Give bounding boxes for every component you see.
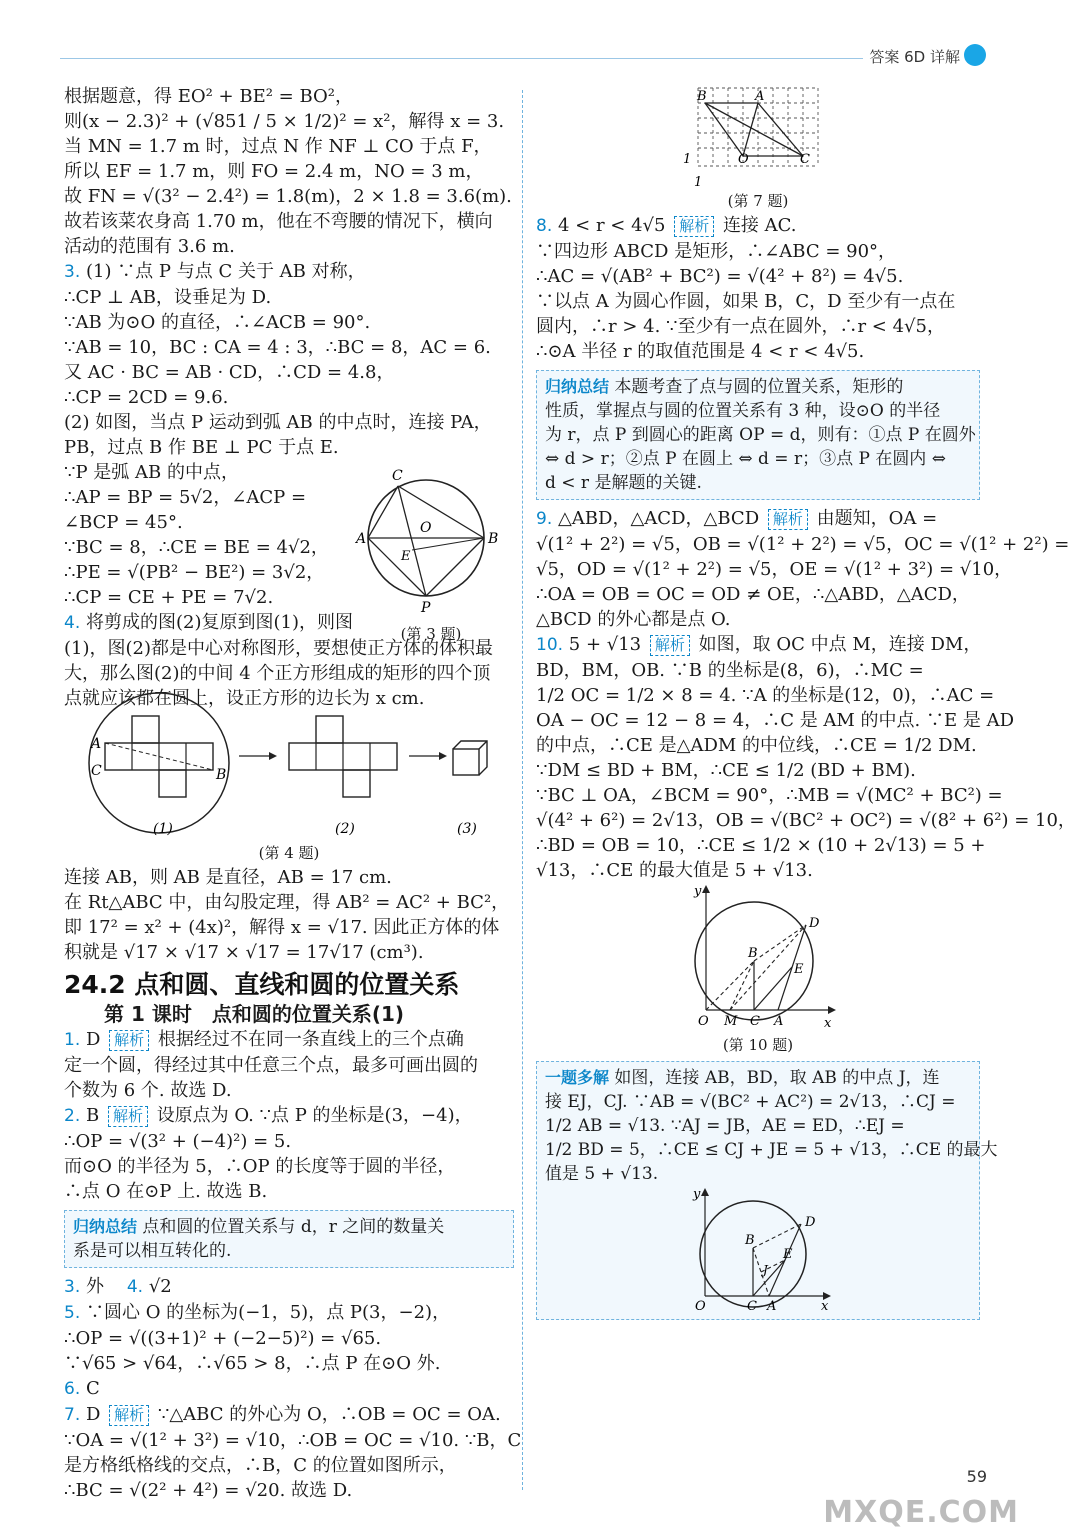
label-B: B (216, 767, 227, 783)
answer: 外 (85, 1276, 104, 1297)
note-line (73, 1215, 505, 1239)
label-J: J (763, 1263, 768, 1277)
coordinate-circle-diagram-alt (683, 1188, 833, 1313)
page-header (60, 44, 990, 72)
text-line: 而⊙O 的半径为 5，∴OP 的长度等于圆的半径， (64, 1156, 456, 1177)
text-line: OA − OC = 12 − 8 = 4，∴C 是 AM 的中点. ∵E 是 AD (536, 710, 1015, 731)
note-line: ⇔ d > r；②点 P 在圆上 ⇔ d = r；③点 P 在圆内 ⇔ (545, 449, 946, 469)
text-line: 1/2 OC = 1/2 × 8 = 4. ∵A 的坐标是(12，0)，∴AC = (536, 685, 995, 706)
text-span: 本题考查了点与圆的位置关系，矩形的 (614, 377, 904, 397)
label-y: y (694, 884, 702, 899)
note-line: 接 EJ，CJ. ∵AB = √(BC² + AC²) = 2√13，∴CJ = (545, 1092, 956, 1112)
text-span: 由题知，OA = (816, 508, 938, 529)
note-line: 1/2 AB = √13. ∵AJ = JB，AE = ED，∴EJ = (545, 1116, 905, 1136)
text-line: ∵AB 为⊙O 的直径，∴∠ACB = 90°. (64, 312, 371, 333)
text-line: (1)，图(2)都是中心对称图形，要想使正方体的体积最 (64, 638, 493, 659)
note-title: 一题多解 (545, 1068, 610, 1087)
figure-caption: (第 7 题) (727, 192, 789, 210)
answer: C (85, 1378, 100, 1399)
text-line: ∴OA = OB = OC = OD ≠ OE，∴△ABD，△ACD， (536, 584, 970, 605)
text-line: ∴BC = √(2² + 4²) = √20. 故选 D. (64, 1480, 353, 1501)
label-one: 1 (694, 175, 703, 190)
question-3-4 (64, 1274, 514, 1300)
label-D: D (809, 916, 820, 931)
note-line (545, 375, 971, 399)
summary-note (536, 370, 980, 500)
alternative-solution-note (536, 1061, 998, 1320)
note-title: 归纳总结 (73, 1217, 138, 1236)
question-3 (64, 259, 514, 285)
grid-diagram-q7 (683, 86, 833, 191)
analysis-tag: 解析 (674, 216, 714, 237)
text-line: PB，过点 B 作 BE ⊥ PC 于点 E. (64, 437, 339, 458)
text-line: 的中点，∴CE 是△ADM 的中位线，∴CE = 1/2 DM. (536, 735, 977, 756)
label-E: E (783, 1247, 793, 1262)
text-line: ∴AC = √(AB² + BC²) = √(4² + 8²) = 4√5. (536, 266, 904, 287)
summary-note (64, 1210, 514, 1268)
text-line: 是方格纸格线的交点，∴B，C 的位置如图所示， (64, 1455, 457, 1476)
label-y: y (693, 1187, 701, 1202)
cube-net-diagram-q4 (69, 713, 509, 843)
left-column (64, 84, 522, 1516)
figure-q7 (536, 86, 980, 211)
text-span: 将剪成的图(2)复原到图(1)，则图 (85, 612, 353, 633)
question-number: 3. (64, 262, 81, 282)
answer: △ABD，△ACD，△BCD (557, 508, 760, 529)
label-E: E (401, 549, 411, 564)
label-C: C (91, 763, 102, 779)
text-span: 连接 AC. (722, 215, 797, 236)
answer: B (85, 1105, 100, 1126)
note-line: 为 r，点 P 到圆心的距离 OP = d，则有：①点 P 在圆外 (545, 425, 976, 445)
text-line: ∴BD = OB = 10，∴CE ≤ 1/2 × (10 + 2√13) = 5 + (536, 835, 986, 856)
label-A: A (91, 736, 102, 752)
text-line: ∴CP ⊥ AB，设垂足为 D. (64, 287, 272, 308)
text-line: 连接 AB，则 AB 是直径，AB = 17 cm. (64, 867, 392, 888)
text-span: (1) ∵点 P 与点 C 关于 AB 对称， (85, 261, 366, 282)
figure-caption: (第 4 题) (258, 844, 320, 862)
lesson-title: 第 1 课时 点和圆的位置关系(1) (104, 1002, 405, 1026)
text-line: √5，OD = √(1² + 2²) = √5，OE = √(1² + 3²) = √10， (536, 559, 1013, 580)
label-O: O (698, 1014, 709, 1029)
question-8 (536, 213, 980, 239)
figure-caption: (第 10 题) (722, 1036, 794, 1054)
text-line: 定一个圆，得经过其中任意三个点，最多可画出圆的 (64, 1055, 478, 1076)
text-line: ∴CP = 2CD = 9.6. (64, 387, 229, 408)
question-10 (536, 632, 980, 658)
label-B: B (488, 531, 499, 547)
text-span: ∵圆心 O 的坐标为(−1，5)，点 P(3，−2)， (85, 1302, 451, 1323)
text-line: ∵DM ≤ BD + BM，∴CE ≤ 1/2 (BD + BM). (536, 760, 916, 781)
text-line: √13，∴CE 的最大值是 5 + √13. (536, 860, 813, 881)
label-O: O (420, 520, 432, 536)
text-line: ∴CP = CE + PE = 7√2. (64, 587, 274, 608)
question-number: 1. (64, 1030, 81, 1050)
text-line: ∵BC = 8，∴CE = BE = 4√2， (64, 537, 329, 558)
text-span: 如图，连接 AB，BD，取 AB 的中点 J，连 (614, 1068, 940, 1088)
note-line: 1/2 BD = 5，∴CE ≤ CJ + JE = 5 + √13，∴CE 的最大 (545, 1140, 998, 1160)
question-number: 10. (536, 635, 564, 655)
answer: D (85, 1404, 101, 1425)
question-number: 5. (64, 1303, 81, 1323)
text-line: 则(x − 2.3)² + (√851 / 5 × 1/2)² = x²，解得 x = 3. (64, 111, 505, 132)
label-A: A (774, 1014, 784, 1029)
answer: √2 (148, 1276, 172, 1297)
text-line: √(4² + 6²) = 2√13，OB = √(BC² + OC²) = √(8² + 6²) = 10， (536, 810, 1076, 831)
label-M: M (724, 1014, 738, 1029)
text-line: ∵OA = √(1² + 3²) = √10，∴OB = OC = √10. ∵B，C (64, 1430, 522, 1451)
question-number: 8. (536, 216, 553, 236)
question-number: 9. (536, 509, 553, 529)
label-C: C (800, 152, 810, 167)
text-line: 故 FN = √(3² − 2.4²) = 1.8(m)，2 × 1.8 = 3.6(m). (64, 186, 512, 207)
text-line: ∵P 是弧 AB 的中点， (64, 462, 239, 483)
text-span: 点和圆的位置关系与 d，r 之间的数量关 (142, 1217, 445, 1237)
label-C: C (750, 1014, 760, 1029)
header-rule (60, 58, 920, 59)
sub-caption-2: (2) (335, 821, 355, 837)
text-line: ∵√65 > √64，∴√65 > 8，∴点 P 在⊙O 外. (64, 1353, 441, 1374)
note-line: 值是 5 + √13. (545, 1164, 659, 1184)
question-2 (64, 1103, 514, 1129)
label-C: C (392, 468, 403, 484)
question-number: 2. (64, 1106, 81, 1126)
coordinate-circle-diagram-q10 (678, 885, 838, 1035)
text-span: 如图，取 OC 中点 M，连接 DM， (698, 634, 982, 655)
text-line: 积就是 √17 × √17 × √17 = 17√17 (cm³). (64, 942, 424, 963)
text-line: 点就应该都在圆上，设正方形的边长为 x cm. (64, 688, 425, 709)
sub-caption-1: (1) (153, 821, 173, 837)
text-line: △BCD 的外心都是点 O. (536, 609, 731, 630)
text-line: BD，BM，OB. ∵B 的坐标是(8，6)，∴MC = (536, 660, 924, 681)
figure-q4 (64, 713, 514, 863)
label-O: O (695, 1299, 706, 1314)
text-line: √(1² + 2²) = √5，OB = √(1² + 2²) = √5，OC = √(1² + 2²) = (536, 534, 1070, 555)
text-line: 所以 EF = 1.7 m，则 FO = 2.4 m，NO = 3 m， (64, 161, 484, 182)
analysis-tag: 解析 (108, 1106, 148, 1127)
analysis-tag: 解析 (109, 1405, 149, 1426)
label-D: D (805, 1215, 816, 1230)
text-line: ∴AP = BP = 5√2，∠ACP = (64, 487, 307, 508)
label-O: O (738, 152, 749, 167)
label-one: 1 (683, 152, 692, 167)
label-A: A (755, 89, 765, 104)
question-9 (536, 506, 980, 532)
text-line: 圆内，∴r > 4. ∵至少有一点在圆外，∴r < 4√5， (536, 316, 945, 337)
figure-q3 (356, 460, 506, 644)
label-B: B (748, 946, 758, 961)
label-C: C (747, 1299, 757, 1314)
text-line: ∴⊙A 半径 r 的取值范围是 4 < r < 4√5. (536, 341, 865, 362)
answer: D (85, 1029, 101, 1050)
question-number: 4. (126, 1277, 144, 1297)
analysis-tag: 解析 (109, 1030, 149, 1051)
label-A: A (356, 531, 367, 547)
sub-caption-3: (3) (457, 821, 477, 837)
label-P: P (421, 600, 431, 616)
text-line: ∴OP = √(3² + (−4)²) = 5. (64, 1131, 292, 1152)
note-line (545, 1066, 971, 1090)
text-line: ∵BC ⊥ OA，∠BCM = 90°，∴MB = √(MC² + BC²) = (536, 785, 1003, 806)
text-line: 大，那么图(2)的中间 4 个正方形组成的矩形的四个顶 (64, 663, 491, 684)
watermark: MXQE.COM (823, 1495, 1019, 1530)
page-number: 59 (966, 1467, 987, 1486)
question-number: 6. (64, 1379, 81, 1399)
question-7 (64, 1402, 514, 1428)
text-line: ∴PE = √(PB² − BE²) = 3√2， (64, 562, 325, 583)
text-line: 又 AC · BC = AB · CD，∴CD = 4.8， (64, 362, 395, 383)
answer: 5 + √13 (568, 634, 642, 655)
label-E: E (794, 962, 804, 977)
text-line: ∵四边形 ABCD 是矩形，∴∠ABC = 90°， (536, 241, 897, 262)
text-line: ∴点 O 在⊙P 上. 故选 B. (64, 1181, 268, 1202)
analysis-tag: 解析 (768, 509, 808, 530)
question-number: 3. (64, 1277, 81, 1297)
note-line: 系是可以相互转化的. (73, 1241, 232, 1261)
circle-diagram-q3 (356, 460, 506, 620)
text-line: 活动的范围有 3.6 m. (64, 236, 235, 257)
answer: 4 < r < 4√5 (557, 215, 666, 236)
text-line: (2) 如图，当点 P 运动到弧 AB 的中点时，连接 PA， (64, 412, 492, 433)
figure-alt-solution (545, 1188, 971, 1313)
question-5 (64, 1300, 514, 1326)
question-6 (64, 1376, 514, 1402)
label-B: B (697, 89, 707, 104)
text-line: ∵以点 A 为圆心作圆，如果 B，C，D 至少有一点在 (536, 291, 956, 312)
analysis-tag: 解析 (650, 635, 690, 656)
text-line: 即 17² = x² + (4x)²，解得 x = √17. 因此正方体的体 (64, 917, 500, 938)
label-B: B (745, 1233, 755, 1248)
column-divider (522, 90, 523, 1490)
question-1 (64, 1027, 514, 1053)
figure-q10 (536, 885, 980, 1055)
question-number: 7. (64, 1405, 81, 1425)
note-line: d < r 是解题的关键. (545, 473, 702, 493)
text-line: 个数为 6 个. 故选 D. (64, 1080, 232, 1101)
text-span: ∵△ABC 的外心为 O，∴OB = OC = OA. (157, 1404, 501, 1425)
text-span: 根据经过不在同一条直线上的三个点确 (157, 1029, 464, 1050)
figure-caption: (第 3 题) (400, 625, 462, 643)
text-line: 在 Rt△ABC 中，由勾股定理，得 AB² = AC² + BC²， (64, 892, 510, 913)
text-line: ∵AB = 10，BC : CA = 4 : 3，∴BC = 8，AC = 6. (64, 337, 491, 358)
note-title: 归纳总结 (545, 377, 610, 396)
text-line: ∴OP = √((3+1)² + (−2−5)²) = √65. (64, 1328, 382, 1349)
text-span: 设原点为 O. ∵点 P 的坐标是(3，−4)， (156, 1105, 473, 1126)
label-x: x (824, 1016, 832, 1031)
text-line: 故若该菜农身高 1.70 m，他在不弯腰的情况下，横向 (64, 211, 493, 232)
section-title: 24.2 点和圆、直线和圆的位置关系 (64, 970, 460, 999)
question-number: 4. (64, 613, 81, 633)
brand-logo-icon (964, 44, 986, 66)
text-line: 当 MN = 1.7 m 时，过点 N 作 NF ⊥ CO 于点 F， (64, 136, 492, 157)
text-line: ∠BCP = 45°. (64, 512, 183, 533)
note-line: 性质，掌握点与圆的位置关系有 3 种，设⊙O 的半径 (545, 401, 941, 421)
header-label: 答案 6D 详解 (863, 46, 960, 67)
text-line: 根据题意，得 EO² + BE² = BO²， (64, 86, 354, 107)
label-A: A (767, 1299, 777, 1314)
label-x: x (821, 1299, 829, 1314)
